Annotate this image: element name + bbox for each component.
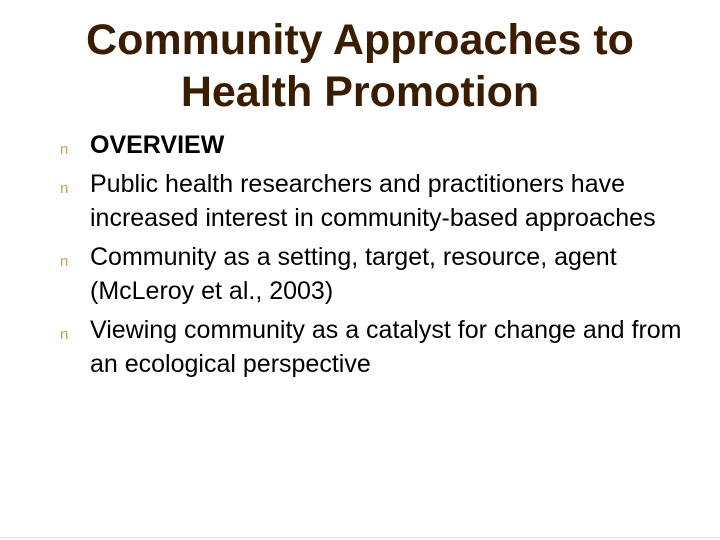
slide-title xyxy=(20,14,700,118)
bottom-divider xyxy=(0,537,720,538)
slide-title-line-1: Community Approaches to xyxy=(86,16,634,64)
bullet-marker-icon: n xyxy=(60,180,69,197)
bullet-text: Public health researchers and practitioners have increased interest in community-based approaches xyxy=(90,170,656,232)
bullet-text: OVERVIEW xyxy=(90,131,225,159)
bullet-text: Viewing community as a catalyst for change and from an ecological perspective xyxy=(90,316,682,378)
bullet-marker-icon: n xyxy=(60,253,69,270)
bullet-item-community-setting xyxy=(60,240,700,308)
bullet-item-catalyst xyxy=(60,313,700,381)
bullet-marker-icon: n xyxy=(60,326,69,343)
bullet-marker-icon: n xyxy=(60,141,69,158)
bullet-text: Community as a setting, target, resource, agent (McLeroy et al., 2003) xyxy=(90,243,617,305)
bullet-item-overview xyxy=(60,128,700,162)
bullet-list xyxy=(60,128,700,386)
bullet-item-researchers xyxy=(60,167,700,235)
slide-title-line-2: Health Promotion xyxy=(180,68,540,116)
